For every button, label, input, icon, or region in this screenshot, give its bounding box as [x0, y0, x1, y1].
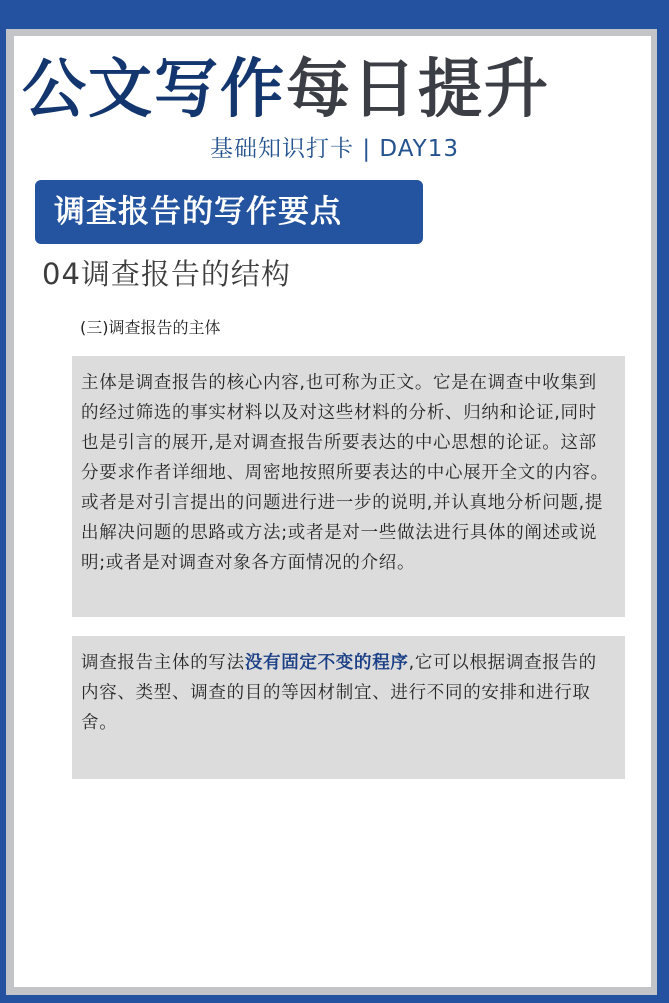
- section-heading: 04调查报告的结构: [42, 257, 291, 291]
- topic-banner: 调查报告的写作要点: [35, 180, 423, 244]
- paragraph-1-text: 主体是调查报告的核心内容,也可称为正文。它是在调查中收集到的经过筛选的事实材料以及对这些材料的分析、归纳和论证,同时也是引言的展开,是对调查报告所要表达的中心思想的论证。这部分要求作者详细地、周密地按照所要表达的中心展开全文的内容。或者是对引言提出的问题进行进一步的说明,并认真地分析问题,提出解决问题的思路或方法;或者是对一些做法进行具体的阐述或说明;或者是对调查对象各方面情况的介绍。: [81, 373, 609, 573]
- paragraph-2-after: ,它可以根据调查报告的内容、类型、调查的目的等因材制宜、进行不同的安排和进行取舍。: [81, 653, 597, 733]
- paragraph-2-highlight: 没有固定不变的程序: [244, 653, 409, 673]
- paragraph-box-2: [72, 636, 625, 779]
- paragraph-2-before: 调查报告主体的写法: [81, 653, 245, 673]
- title-part-1: 公文写作: [22, 53, 286, 127]
- title-part-2: 每日提升: [286, 53, 550, 127]
- page-title: [22, 50, 647, 130]
- subsection-heading: (三)调查报告的主体: [80, 318, 221, 337]
- paragraph-box-1: [72, 356, 625, 617]
- page-subtitle: 基础知识打卡 | DAY13: [210, 136, 459, 162]
